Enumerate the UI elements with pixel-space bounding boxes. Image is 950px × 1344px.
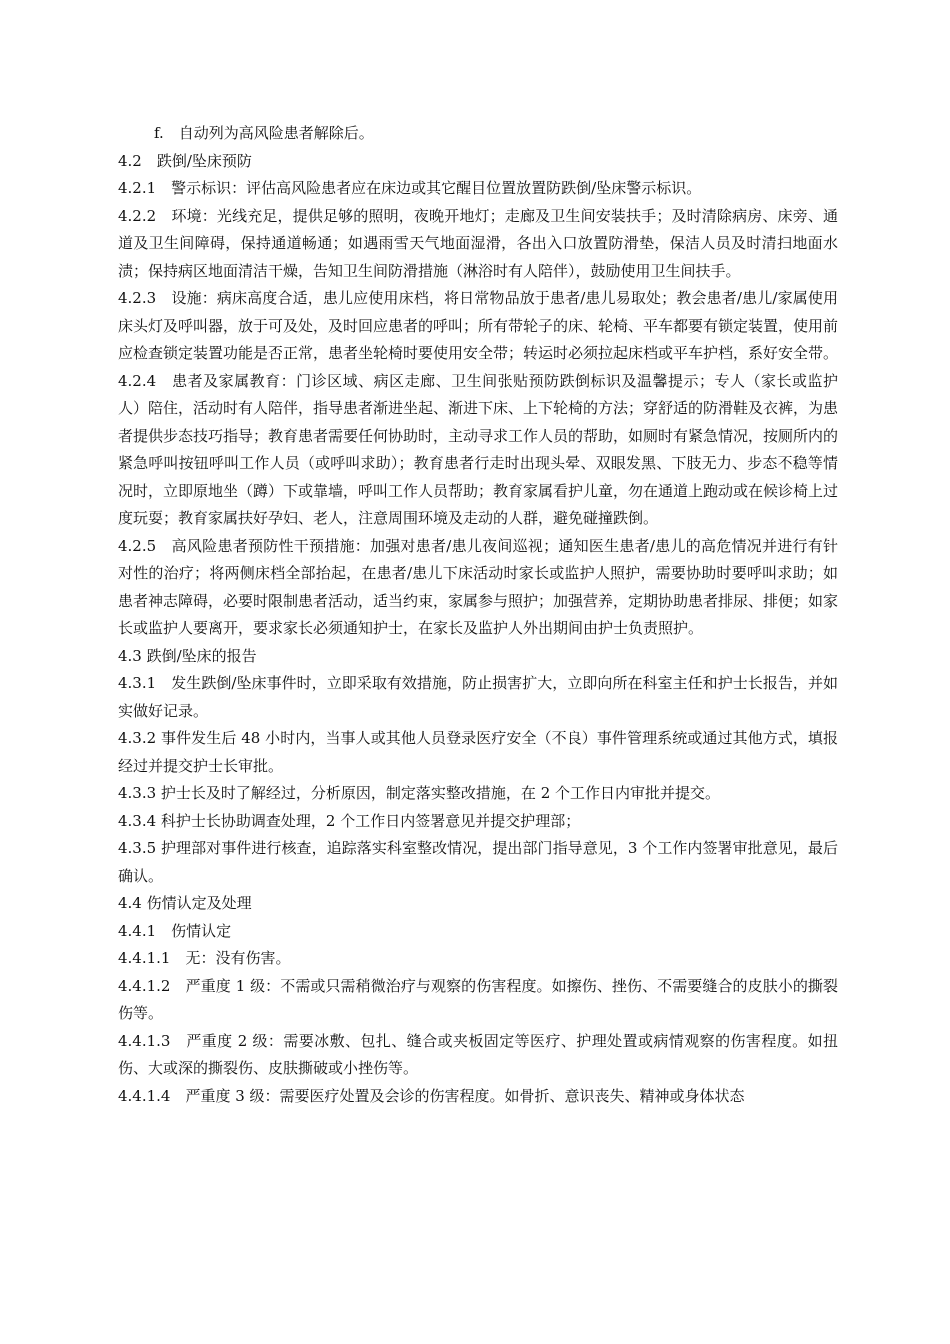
paragraph-4-2-4: 4.2.4 患者及家属教育：门诊区域、病区走廊、卫生间张贴预防跌倒标识及温馨提示；专人（家长或监护人）陪住，活动时有人陪伴，指导患者渐进坐起、渐进下床、上下轮椅的方法；穿舒适的防滑鞋及衣裤，为患者提供步态技巧指导；教育患者需要任何协助时，主动寻求工作人员的帮助，如厕时有紧急情况，按厕所内的紧急呼叫按钮呼叫工作人员（或呼叫求助）；教育患者行走时出现头晕、双眼发黑、下肢无力、步态不稳等情况时，立即原地坐（蹲）下或靠墙，呼叫工作人员帮助；教育家属看护儿童，勿在通道上跑动或在候诊椅上过度玩耍；教育家属扶好孕妇、老人，注意周围环境及走动的人群，避免碰撞跌倒。 (118, 371, 839, 527)
heading-4-3: 4.3 跌倒/坠床的报告 (118, 646, 257, 665)
paragraph-4-3-2: 4.3.2 事件发生后 48 小时内，当事人或其他人员登录医疗安全（不良）事件管理系统或通过其他方式，填报经过并提交护士长审批。 (118, 729, 838, 775)
paragraph-f-item: f. 自动列为高风险患者解除后。 (154, 124, 374, 142)
paragraph-4-3-5: 4.3.5 护理部对事件进行核查，追踪落实科室整改情况，提出部门指导意见，3 个工作内签署审批意见，最后确认。 (118, 839, 838, 885)
heading-4-4: 4.4 伤情认定及处理 (118, 894, 252, 912)
paragraph-4-4-1-3: 4.4.1.3 严重度 2 级：需要冰敷、包扎、缝合或夹板固定等医疗、护理处置或病情观察的伤害程度。如扭伤、大或深的撕裂伤、皮肤撕破或小挫伤等。 (118, 1031, 838, 1077)
heading-4-4-1: 4.4.1 伤情认定 (118, 921, 232, 940)
paragraph-4-2-3: 4.2.3 设施：病床高度合适，患儿应使用床档，将日常物品放于患者/患儿易取处；教会患者/患儿/家属使用床头灯及呼叫器，放于可及处，及时回应患者的呼叫；所有带轮子的床、轮椅、平车都要有锁定装置，使用前应检查锁定装置功能是否正常，患者坐轮椅时要使用安全带；转运时必须拉起床档或平车护档，系好安全带。 (118, 289, 839, 362)
paragraph-4-2-5: 4.2.5 高风险患者预防性干预措施：加强对患者/患儿夜间巡视；通知医生患者/患儿的高危情况并进行有针对性的治疗；将两侧床档全部抬起，在患者/患儿下床活动时家长或监护人照护，需要协助时要呼叫求助；如患者神志障碍，必要时限制患者活动，适当约束，家属参与照护；加强营养，定期协助患者排尿、排便；如家长或监护人要离开，要求家长必须通知护士，在家长及监护人外出期间由护士负责照护。 (118, 536, 839, 637)
paragraph-4-3-3: 4.3.3 护士长及时了解经过，分析原因，制定落实整改措施，在 2 个工作日内审批并提交。 (118, 784, 721, 802)
paragraph-4-4-1-1: 4.4.1.1 无：没有伤害。 (118, 949, 291, 967)
paragraph-4-3-4: 4.3.4 科护士长协助调查处理，2 个工作日内签署意见并提交护理部； (118, 811, 581, 830)
paragraph-4-4-1-4: 4.4.1.4 严重度 3 级：需要医疗处置及会诊的伤害程度。如骨折、意识丧失、精神或身体状态 (118, 1086, 745, 1105)
heading-4-2: 4.2 跌倒/坠床预防 (118, 151, 252, 170)
paragraph-4-3-1: 4.3.1 发生跌倒/坠床事件时，立即采取有效措施，防止损害扩大，立即向所在科室主任和护士长报告，并如实做好记录。 (118, 674, 838, 720)
paragraph-4-2-1: 4.2.1 警示标识：评估高风险患者应在床边或其它醒目位置放置防跌倒/坠床警示标识。 (118, 179, 702, 197)
paragraph-4-2-2: 4.2.2 环境：光线充足，提供足够的照明，夜晚开地灯；走廊及卫生间安装扶手；及时清除病房、床旁、通道及卫生间障碍，保持通道畅通；如遇雨雪天气地面湿滑，各出入口放置防滑垫，保洁人员及时清扫地面水渍；保持病区地面清洁干燥，告知卫生间防滑措施（淋浴时有人陪伴），鼓励使用卫生间扶手。 (118, 206, 838, 280)
document-body (118, 120, 838, 1110)
paragraph-4-4-1-2: 4.4.1.2 严重度 1 级：不需或只需稍微治疗与观察的伤害程度。如擦伤、挫伤、不需要缝合的皮肤小的撕裂伤等。 (118, 976, 838, 1022)
